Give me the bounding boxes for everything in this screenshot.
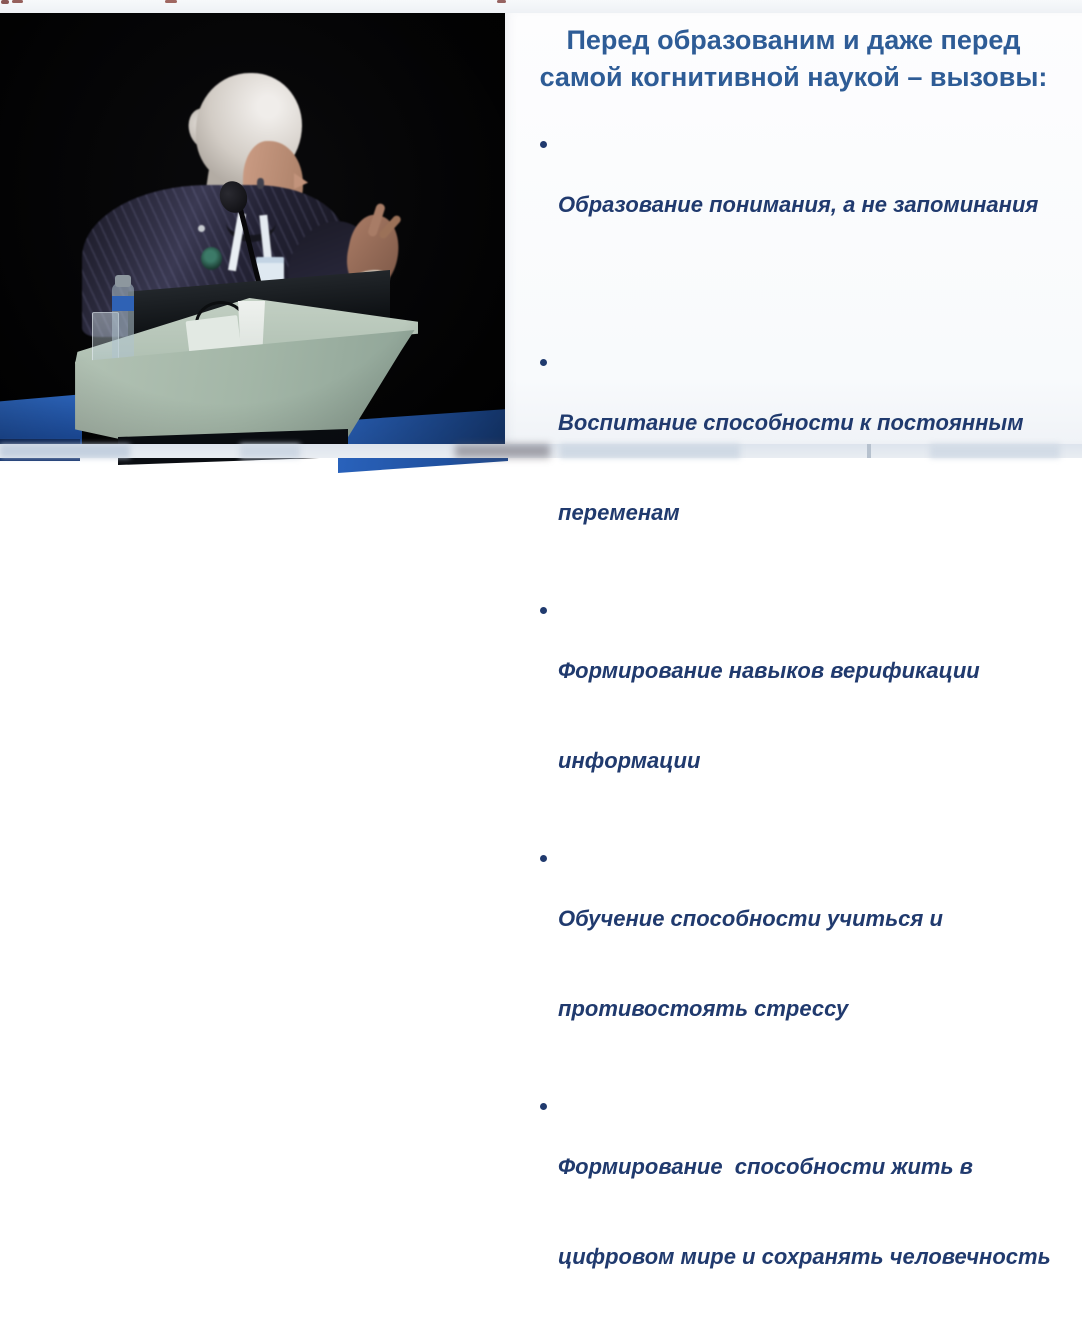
bullet-dot-icon — [538, 348, 558, 588]
bullet-item — [538, 348, 1074, 588]
speaker-finger — [378, 214, 403, 240]
bullet-item — [538, 844, 1074, 1084]
bullet-text: Формирование навыков верификации информации — [558, 658, 980, 773]
bullet-item — [538, 1092, 1074, 1332]
speaker-hair-bun — [184, 105, 225, 153]
bottom-band-smudge — [0, 444, 130, 458]
water-glass — [92, 312, 119, 367]
bottom-band-smudge — [930, 444, 1060, 458]
bullet-dot-icon — [538, 844, 558, 1084]
speaker-photo — [0, 13, 505, 458]
bottom-band-smudge — [455, 444, 550, 458]
speaker-necklace — [226, 203, 276, 242]
bullet-item — [538, 130, 1074, 340]
cup — [238, 301, 265, 363]
bullet-item — [538, 596, 1074, 836]
speaker-lanyard — [228, 213, 246, 272]
slide-title-line-2: самой когнитивной наукой – вызовы: — [539, 62, 1048, 92]
speaker-face — [243, 141, 303, 241]
lectern-front — [73, 328, 418, 458]
stage-floor-right — [338, 409, 508, 473]
bullet-text: Обучение способности учиться и противостоять стрессу — [558, 906, 943, 1021]
microphone-icon — [216, 178, 252, 217]
speaker-hair — [196, 73, 302, 185]
papers — [186, 315, 243, 365]
cable — [195, 301, 247, 347]
speaker-nose — [294, 173, 308, 189]
bottom-band-smudge — [240, 444, 300, 458]
speaker-badge — [256, 257, 284, 295]
speaker-jacket — [82, 185, 344, 337]
speaker-lanyard — [259, 215, 272, 268]
speaker-brooch — [201, 247, 222, 270]
speaker-neck — [250, 223, 286, 253]
speaker-finger — [367, 202, 386, 237]
bullet-text: Воспитание способности к постоянным переменам — [558, 410, 1024, 525]
bottom-band-divider — [867, 444, 871, 458]
bullet-dot-icon — [538, 130, 558, 340]
artifact-speck — [497, 0, 506, 3]
artifact-speck — [12, 0, 23, 3]
water-bottle — [112, 283, 134, 361]
speaker-earring — [257, 178, 264, 189]
bullet-list — [538, 130, 1074, 1340]
speaker-bracelet — [344, 266, 392, 298]
bottom-band — [0, 444, 1082, 458]
artifact-speck — [165, 0, 177, 3]
slide-title-line-1: Перед образованим и даже перед — [566, 25, 1021, 55]
bullet-text: Формирование способности жить в цифровом мире и сохранять человечность — [558, 1154, 1051, 1269]
bullet-dot-icon — [538, 596, 558, 836]
bullet-text: Образование понимания, а не запоминания — [558, 192, 1039, 217]
presentation-slide — [505, 13, 1082, 1269]
speaker-hair-strand — [200, 131, 257, 238]
bottom-band-smudge — [560, 444, 740, 458]
artifact-speck — [1, 0, 9, 4]
speaker — [0, 13, 505, 458]
slide-title — [505, 13, 1082, 96]
speaker-sleeve — [272, 205, 394, 328]
speaker-hand — [341, 211, 406, 296]
microphone-stem — [238, 208, 270, 318]
bullet-dot-icon — [538, 1092, 558, 1332]
lectern-monitor — [128, 270, 390, 342]
top-strip — [0, 0, 1082, 13]
speaker-pin — [198, 225, 205, 232]
lectern-top — [74, 298, 418, 368]
water-bottle-cap — [115, 275, 131, 287]
water-bottle-label — [112, 296, 134, 311]
